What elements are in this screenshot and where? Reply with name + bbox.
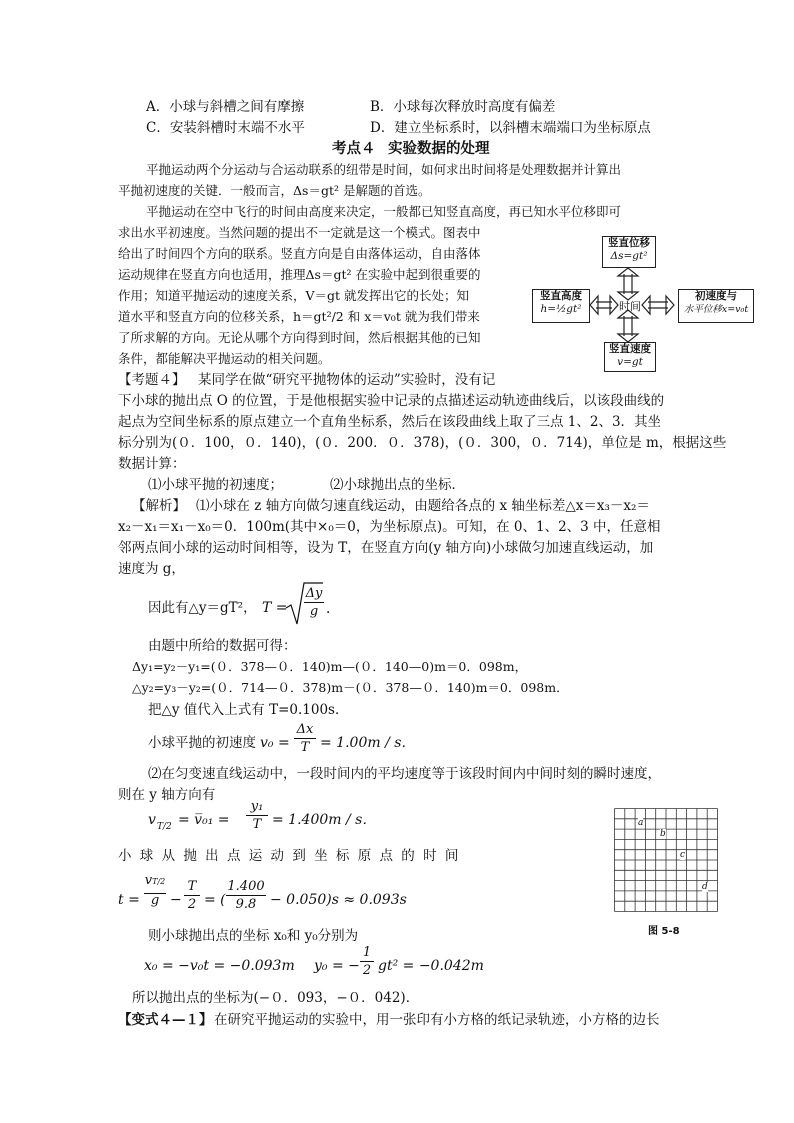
grid-point-c: c [680,850,686,860]
solution-line: 速度为 g， [118,561,185,577]
delta-y1: Δy₁=y₂－y₁=(０．378—０．140)m—(０．140—0)m＝0．098m， [132,659,528,674]
box-initial-velocity [678,289,754,323]
sqrt-numerator: Δy [305,586,323,601]
t-lhs: t = [118,892,140,908]
substitute-T: 把△y 值代入上式有 T=0.100s． [148,702,349,718]
solution-line: ⑴小球在 z 轴方向做匀速直线运动，由题给各点的 x 轴坐标差△x＝x₃－x₂＝ [196,498,650,514]
period-mark: ． [326,601,340,617]
intro-line: 求出水平初速度。当然问题的提出不一定就是这一个模式。图表中 [118,225,481,240]
intro-line: 平抛运动两个分运动与合运动联系的纽带是时间，如何求出时间将是处理数据并计算出 [146,162,622,177]
box-title: 竖直速度 [609,343,651,355]
v0-rhs: = 1.00m / s． [320,735,416,751]
part2-line: 则在 y 轴方向有 [118,787,216,803]
arrow-left-head [590,296,598,314]
given-text: 由题中所给的数据可得： [148,638,297,654]
box-formula: 水平位移x=v₀t [683,304,749,315]
coord-intro: 则小球抛出点的坐标 x₀和 y₀分别为 [148,928,359,944]
grid-point-a: a [638,818,644,828]
t-frac2-den: 2 [187,897,197,912]
answer-line: 所以抛出点的坐标为(−０．093，−０．042)． [132,990,420,1006]
variant-tag: 【变式４—１】 [118,1012,213,1028]
y0-numerator: 1 [360,945,374,962]
box-title: 竖直位移 [608,237,650,249]
part2-line: ⑵在匀变速直线运动中，一段时间内的平均速度等于该段时间内中间时刻的瞬时速度， [148,766,661,782]
t-frac1-den: g [150,893,160,908]
t-frac2-num: T [184,879,200,896]
vt-subscript: T/2 [157,822,172,832]
arrow-right-head [610,296,618,314]
box-formula: h=½gt² [540,303,582,315]
section-title: 实验数据的处理 [388,140,490,157]
example-line: 下小球的抛出点 O 的位置，于是他根据实验中记录的点描述运动轨迹曲线后，以该段曲线的 [118,393,665,409]
y0-denominator: 2 [362,963,372,978]
option-a: A．小球与斜槽之间有摩擦 [146,99,305,115]
arrow-up-head [618,268,638,276]
time-relation-diagram [530,232,756,372]
figure-caption: 图 5-8 [648,926,680,937]
arrow-left-head-2 [642,296,650,314]
solution-tag: 【解析】 [132,498,186,514]
equation-prefix: 因此有△y＝gT²， [148,600,257,616]
example-line: 某同学在做“研究平抛物体的运动”实验时，没有记 [198,372,496,388]
time-line: 小 球 从 抛 出 点 运 动 到 坐 标 原 点 的 时 间 [118,848,461,864]
grid-point-b: b [660,829,666,839]
t-paren: = ( [204,892,226,908]
vt-mid: = v̅₀₁ = [178,812,230,828]
box-vertical-velocity [604,342,656,372]
t-frac1-num-v: v [144,873,153,888]
arrow-down-head-2 [618,334,638,342]
sqrt-denominator: g [309,604,319,619]
intro-line: 运动规律在竖直方向也适用，推理Δs＝gt² 在实验中起到很重要的 [118,267,481,282]
v0-denominator: T [300,740,310,755]
t-minus: − [170,892,182,908]
box-formula: v=gt [617,356,643,368]
center-time-label: 时间 [619,300,641,313]
question-2: ⑵小球抛出点的坐标． [330,477,465,493]
intro-line: 平抛初速度的关键．一般而言，Δs＝gt² 是解题的首选。 [118,183,431,198]
option-c: C．安装斜槽时末端不水平 [146,120,305,136]
intro-line: 给出了时间四个方向的联系。竖直方向是自由落体运动，自由落体 [118,246,481,261]
arrow-up-shaft [624,274,632,294]
t-frac3-num: 1.400 [227,879,265,894]
equation-T: T = [262,600,288,616]
example-line: 起点为空间坐标系的原点建立一个直角坐标系，然后在该段曲线上取了三点 1、2、3．其坐 [118,414,662,430]
box-title: 竖直高度 [540,290,582,302]
question-1: ⑴小球平抛的初速度； [148,477,283,493]
intro-line: 条件，都能解决平抛运动的相关问题。 [118,351,331,366]
example-tag: 【考题４】 [118,372,186,388]
grid-point-d: d [702,882,708,892]
box-vertical-displacement [602,236,656,268]
vt-numerator: y₁ [246,799,268,816]
arrow-down-shaft [624,316,632,336]
t-frac3-den: 9.8 [235,897,257,912]
box-title: 初速度与 [695,290,737,302]
t-tail: − 0.050)s ≈ 0.093s [270,892,407,908]
v0-lhs: v₀ = [260,735,290,751]
example-line: 数据计算： [118,456,186,472]
solution-line: x₂－x₁＝x₁－x₀＝0．100m(其中×₀＝0，为坐标原点)。可知，在 0、1、2、3 中，任意相 [118,519,661,535]
x0-equation: x₀ = −v₀t = −0.093m [144,958,295,974]
vt-lhs: v [148,812,156,828]
box-vertical-height [532,289,590,323]
intro-line: 作用；知道平抛运动的速度关系，V＝gt 就发挥出它的长处；知 [118,288,470,303]
v0-prefix: 小球平抛的初速度 [148,735,256,751]
solution-line: 邻两点间小球的运动时间相等，设为 T，在竖直方向(y 轴方向)小球做匀加速直线运动，加 [118,540,654,556]
option-b: B．小球每次释放时高度有偏差 [370,99,556,115]
intro-line: 平抛运动在空中飞行的时间由高度来决定，一般都已知竖直高度，再已知水平位移即可 [146,204,622,219]
section-label: 考点４ [332,140,376,157]
box-formula: Δs=gt² [610,250,648,262]
intro-line: 道水平和竖直方向的位移关系，h＝gt²/2 和 x＝v₀t 就为我们带来 [118,309,480,324]
arrow-right-shaft [648,302,668,308]
t-frac1-sub: T/2 [152,877,166,886]
grid-figure [614,808,718,912]
grid-svg [614,808,718,912]
vt-denominator: T [252,817,262,832]
vt-rhs: = 1.400m / s． [272,812,377,828]
intro-line: 了所求解的方向。无论从哪个方向得到时间，然后根据其他的已知 [118,330,481,345]
variant-text: 在研究平抛运动的实验中，用一张印有小方格的纸记录轨迹，小方格的边长 [214,1012,660,1028]
y0-lhs: y₀ = − [314,958,360,974]
v0-numerator: Δx [294,722,316,739]
arrow-right-head-2 [666,296,674,314]
option-d: D．建立坐标系时，以斜槽末端端口为坐标原点 [370,120,651,136]
example-line: 标分别为(０．100，０．140)，(０．200．０．378)，(０．300，０．714)，单位是 m，根据这些 [118,435,727,451]
t-frac1-num [144,870,166,894]
y0-rhs: gt² = −0.042m [378,958,484,974]
delta-y2: △y₂=y₃－y₂=(０．714—０．378)m－(０．378—０．140)m＝0．098m． [132,680,569,695]
